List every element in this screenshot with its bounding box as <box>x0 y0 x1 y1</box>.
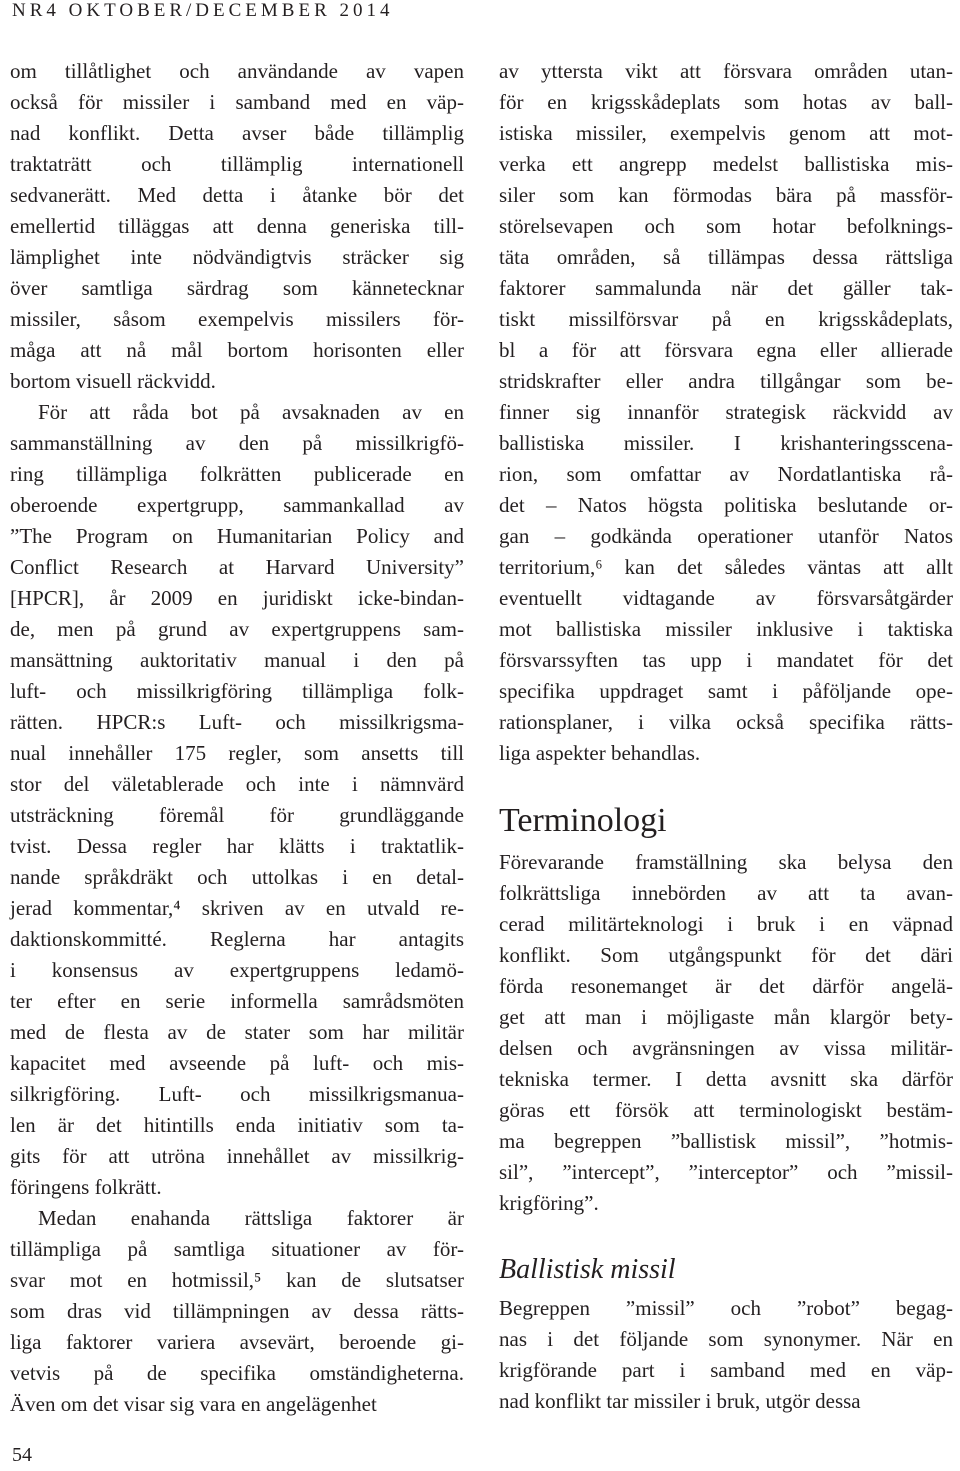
text-line: sil”, ”intercept”, ”interceptor” och ”missil- <box>499 1160 953 1184</box>
text-line: krigförande part i samband med en väp- <box>499 1358 953 1382</box>
text-line: specifika uppdraget samt i påföljande ope- <box>499 679 953 703</box>
section-heading: Terminologi <box>499 802 667 839</box>
text-line: föringens folkrätt. <box>10 1175 162 1199</box>
text-line: nad konflikt tar missiler i bruk, utgör dessa <box>499 1389 861 1413</box>
text-line: tiskt missilförsvar på en krigsskådeplats, <box>499 307 953 331</box>
text-line: sammanställning av den på missilkrigfö- <box>10 431 464 455</box>
text-line: territorium,⁶ kan det således väntas att allt <box>499 555 953 579</box>
text-line: lämplighet inte nödvändigtvis sträcker sig <box>10 245 464 269</box>
text-line: gan – godkända operationer utanför Natos <box>499 524 953 548</box>
text-line: silkrigföring. Luft- och missilkrigsmanua- <box>10 1082 464 1106</box>
text-line: rion, som omfattar av Nordatlantiska rå- <box>499 462 953 486</box>
text-line: med de flesta av de stater som har militär <box>10 1020 464 1044</box>
text-line: rationsplaner, i vilka också specifika rätts- <box>499 710 953 734</box>
text-line: som dras vid tillämpningen av dessa rätts- <box>10 1299 464 1323</box>
text-line: len är det hitintills enda initiativ som ta- <box>10 1113 464 1137</box>
text-line: get att man i möjligaste mån klargör bety- <box>499 1005 953 1029</box>
text-line: sedvanerätt. Med detta i åtanke bör det <box>10 183 464 207</box>
text-line: det – Natos högsta politiska beslutande or- <box>499 493 953 517</box>
text-line: mot ballistiska missiler inklusive i taktiska <box>499 617 953 641</box>
text-line: störelsevapen och som hotar befolknings- <box>499 214 953 238</box>
text-line: bortom visuell räckvidd. <box>10 369 216 393</box>
text-line: ma begreppen ”ballistisk missil”, ”hotmis- <box>499 1129 953 1153</box>
text-line: de, men på grund av expertgruppens sam- <box>10 617 464 641</box>
text-line: siler som kan förmodas bära på massför- <box>499 183 953 207</box>
text-line: mansättning auktoritativ manual i den på <box>10 648 464 672</box>
text-line: försvarssyften tas upp i mandatet för det <box>499 648 953 672</box>
text-line: istiska missiler, exempelvis genom att mot- <box>499 121 953 145</box>
text-line: nual innehåller 175 regler, som ansetts till <box>10 741 464 765</box>
text-line: Conflict Research at Harvard University” <box>10 555 464 579</box>
text-line: emellertid tilläggas att denna generiska till- <box>10 214 464 238</box>
text-line: För att råda bot på avsaknaden av en <box>38 400 464 424</box>
text-line: missiler, såsom exempelvis missilers för- <box>10 307 464 331</box>
text-line: vetvis på de specifika omständigheterna. <box>10 1361 464 1385</box>
text-line: av yttersta vikt att försvara områden utan- <box>499 59 953 83</box>
left-column <box>10 56 464 1420</box>
text-line: traktaträtt och tillämplig internationell <box>10 152 464 176</box>
text-line: verka ett angrepp medelst ballistiska mis- <box>499 152 953 176</box>
text-line: göras ett försök att terminologiskt bestäm- <box>499 1098 953 1122</box>
text-line: kapacitet med avseende på luft- och mis- <box>10 1051 464 1075</box>
text-line: Medan enahanda rättsliga faktorer är <box>38 1206 464 1230</box>
text-line: om tillåtlighet och användande av vapen <box>10 59 464 83</box>
text-line: Förevarande framställning ska belysa den <box>499 850 953 874</box>
text-line: [HPCR], år 2009 en juridiskt icke-bindan- <box>10 586 464 610</box>
text-line: förda resonemanget är det därför angelä- <box>499 974 953 998</box>
text-line: måga att nå mål bortom horisonten eller <box>10 338 464 362</box>
text-line: faktorer sammalunda när det gäller tak- <box>499 276 953 300</box>
text-line: jerad kommentar,⁴ skriven av en utvald re- <box>10 896 464 920</box>
text-line: ter efter en serie informella samrådsmöten <box>10 989 464 1013</box>
text-line: nad konflikt. Detta avser både tillämplig <box>10 121 464 145</box>
text-line: nas i det följande som synonymer. När en <box>499 1327 953 1351</box>
text-line: utsträckning föremål för grundläggande <box>10 803 464 827</box>
text-line: svar mot en hotmissil,⁵ kan de slutsatser <box>10 1268 464 1292</box>
page-number: 54 <box>12 1444 32 1466</box>
text-line: gits för att utröna innehållet av missilkrig- <box>10 1144 464 1168</box>
text-line: i konsensus av expertgruppens ledamö- <box>10 958 464 982</box>
text-line: tvist. Dessa regler har klätts i traktatlik- <box>10 834 464 858</box>
text-line: folkrättsliga innebörden av att ta avan- <box>499 881 953 905</box>
text-line: konflikt. Som utgångspunkt för det däri <box>499 943 953 967</box>
text-line: rätten. HPCR:s Luft- och missilkrigsma- <box>10 710 464 734</box>
text-line: ballistiska missiler. I krishanteringsscena- <box>499 431 953 455</box>
text-line: bl a för att försvara egna eller allierade <box>499 338 953 362</box>
text-line: luft- och missilkrigföring tillämpliga folk- <box>10 679 464 703</box>
text-line: över samtliga särdrag som kännetecknar <box>10 276 464 300</box>
right-column <box>499 56 953 1417</box>
subsection-heading: Ballistisk missil <box>499 1254 676 1285</box>
text-line: för en krigsskådeplats som hotas av ball- <box>499 90 953 114</box>
text-line: Även om det visar sig vara en angelägenhet <box>10 1392 377 1416</box>
text-line: cerad militärteknologi i bruk i en väpnad <box>499 912 953 936</box>
text-line: daktionskommitté. Reglerna har antagits <box>10 927 464 951</box>
text-line: stridskrafter eller andra tillgångar som be- <box>499 369 953 393</box>
text-line: eventuellt vidtagande av försvarsåtgärder <box>499 586 953 610</box>
text-line: ”The Program on Humanitarian Policy and <box>10 524 464 548</box>
text-line: finner sig innanför strategisk räckvidd av <box>499 400 953 424</box>
text-line: tekniska termer. I detta avsnitt ska därför <box>499 1067 953 1091</box>
text-line: liga faktorer variera avsevärt, beroende gi- <box>10 1330 464 1354</box>
text-line: tillämpliga på samtliga situationer av för- <box>10 1237 464 1261</box>
text-line: täta områden, så tillämpas dessa rättsliga <box>499 245 953 269</box>
text-line: oberoende expertgrupp, sammankallad av <box>10 493 464 517</box>
running-head: NR4 OKTOBER/DECEMBER 2014 <box>12 0 394 21</box>
text-line: nande språkdräkt och uttolkas i en detal- <box>10 865 464 889</box>
text-line: ring tillämpliga folkrätten publicerade en <box>10 462 464 486</box>
text-line: krigföring”. <box>499 1191 599 1215</box>
text-line: också för missiler i samband med en väp- <box>10 90 464 114</box>
text-line: Begreppen ”missil” och ”robot” begag- <box>499 1296 953 1320</box>
text-line: stor del väletablerade och inte i nämnvärd <box>10 772 464 796</box>
text-line: liga aspekter behandlas. <box>499 741 701 765</box>
text-line: delsen och avgränsningen av vissa militär- <box>499 1036 953 1060</box>
